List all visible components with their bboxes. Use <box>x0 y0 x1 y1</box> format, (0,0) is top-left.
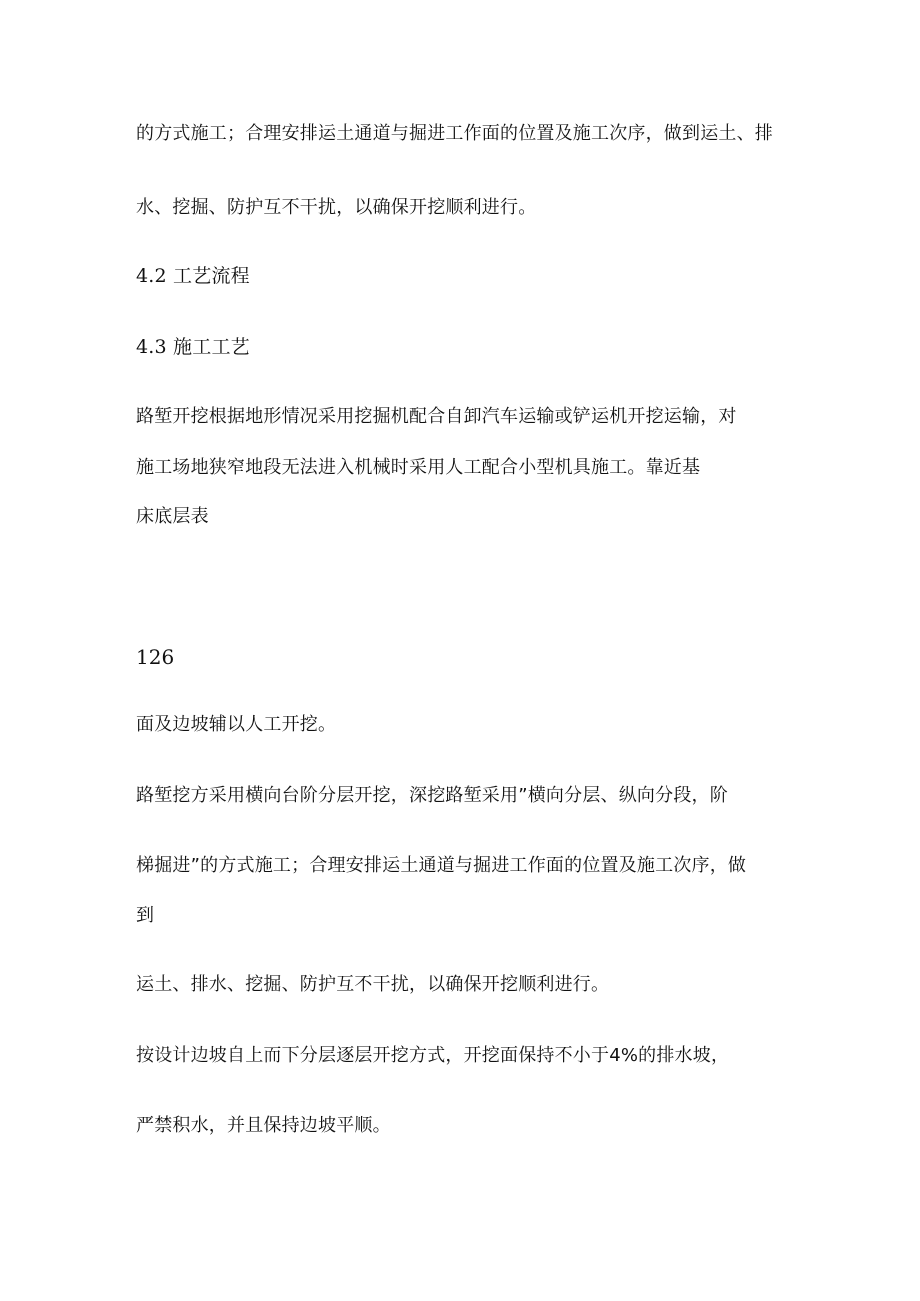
page-number: 126 <box>136 645 175 669</box>
section-heading: 4.2 工艺流程 <box>136 265 250 287</box>
paragraph-line: 床底层表 <box>136 506 209 527</box>
paragraph-line: 运土、排水、挖掘、防护互不干扰，以确保开挖顺利进行。 <box>136 974 610 995</box>
paragraph-line: 路堑开挖根据地形情况采用挖掘机配合自卸汽车运输或铲运机开挖运输，对 <box>136 406 737 427</box>
section-heading: 4.3 施工工艺 <box>136 336 250 358</box>
paragraph-line: 水、挖掘、防护互不干扰，以确保开挖顺利进行。 <box>136 197 537 218</box>
paragraph-line: 路堑挖方采用横向台阶分层开挖，深挖路堑采用”横向分层、纵向分段，阶 <box>136 785 728 806</box>
paragraph-line: 到 <box>136 905 155 926</box>
paragraph-line: 梯掘进”的方式施工；合理安排运土通道与掘进工作面的位置及施工次序，做 <box>136 855 747 876</box>
paragraph-line: 施工场地狭窄地段无法进入机械时采用人工配合小型机具施工。靠近基 <box>136 457 701 478</box>
paragraph-line: 的方式施工；合理安排运土通道与掘进工作面的位置及施工次序，做到运土、排 <box>136 123 773 144</box>
paragraph-line: 严禁积水，并且保持边坡平顺。 <box>136 1115 391 1136</box>
paragraph-line: 按设计边坡自上而下分层逐层开挖方式，开挖面保持不小于4%的排水坡， <box>136 1045 730 1066</box>
paragraph-line: 面及边坡辅以人工开挖。 <box>136 714 337 735</box>
